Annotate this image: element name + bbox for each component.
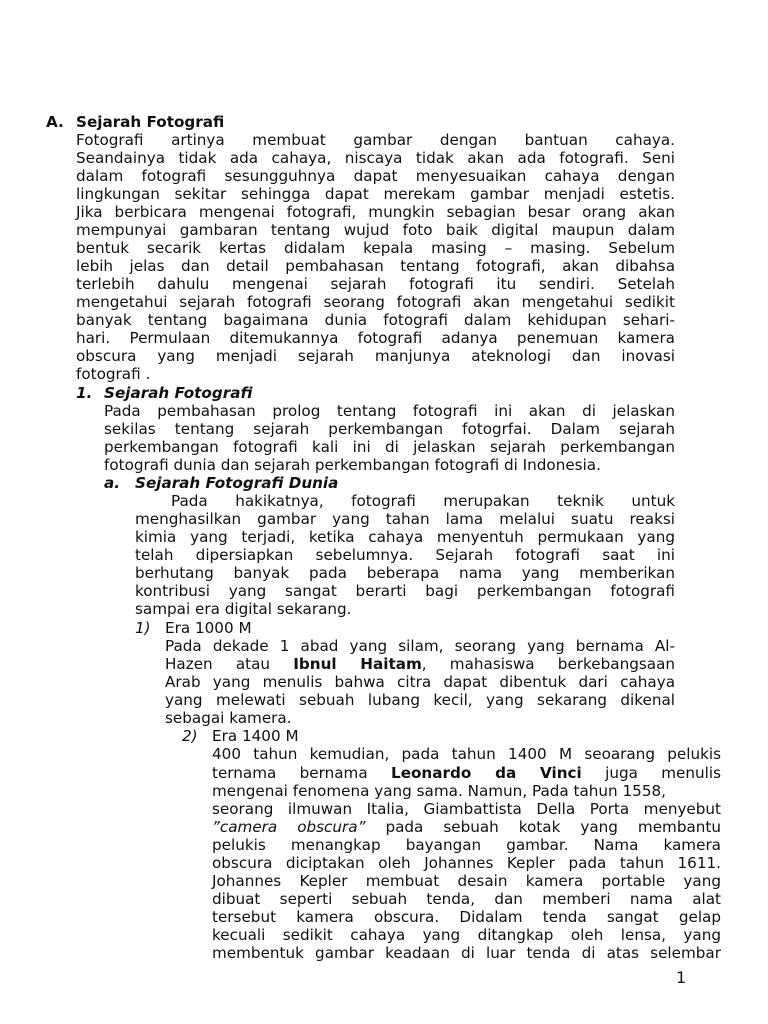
text-line: banyak tentang bagaimana dunia fotografi dalam kehidupan sehari-: [76, 311, 675, 329]
subheading-1-title: Sejarah Fotografi: [104, 384, 253, 402]
text-line: sekilas tentang sejarah perkembangan fotogrfai. Dalam sejarah: [104, 420, 675, 438]
text-line: mengenai fenomena yang sama. Namun, Pada tahun 1558,: [212, 782, 666, 800]
text-run: ternama bernama: [212, 764, 392, 782]
text-line: mengetahui sejarah fotografi seorang fotografi akan mengetahui sedikit: [76, 293, 675, 311]
subheading-a-marker: a.: [104, 474, 121, 492]
era-2-title: Era 1400 M: [212, 727, 299, 745]
text-line: Arab yang menulis bahwa citra dapat dibentuk dari cahaya: [165, 673, 675, 691]
era-1-marker: 1): [135, 619, 151, 637]
subheading-1-marker: 1.: [76, 384, 93, 402]
text-line: telah dipersiapkan sebelumnya. Sejarah fotografi saat ini: [135, 546, 675, 564]
text-line: tersebut kamera obscura. Didalam tenda sangat gelap: [212, 908, 721, 926]
text-line: menghasilkan gambar yang tahan lama melalui suatu reaksi: [135, 510, 675, 528]
text-line: [212, 818, 721, 836]
text-line: Fotografi artinya membuat gambar dengan bantuan cahaya.: [76, 131, 675, 149]
text-line: terlebih dahulu mengenai sejarah fotografi itu sendiri. Setelah: [76, 275, 675, 293]
text-line: mempunyai gambaran tentang wujud foto baik digital maupun dalam: [76, 221, 675, 239]
era-2-marker: 2): [182, 727, 198, 745]
text-run: , mahasiswa berkebangsaan: [421, 655, 675, 673]
text-line: hari. Permulaan ditemukannya fotografi adanya penemuan kamera: [76, 329, 675, 347]
text-line: lingkungan sekitar sehingga dapat merekam gambar menjadi estetis.: [76, 185, 675, 203]
text-line: fotografi dunia dan sejarah perkembangan fotografi di Indonesia.: [104, 456, 601, 474]
heading-marker: A.: [46, 113, 64, 131]
text-line: fotografi .: [76, 365, 151, 383]
text-line: perkembangan fotografi kali ini di jelaskan sejarah perkembangan: [104, 438, 675, 456]
heading-title: Sejarah Fotografi: [76, 113, 225, 131]
text-run: juga menulis: [581, 764, 721, 782]
text-line: kecuali sedikit cahaya yang ditangkap oleh lensa, yang: [212, 926, 721, 944]
text-line: [165, 655, 675, 673]
text-line: Pada dekade 1 abad yang silam, seorang yang bernama Al-: [165, 637, 675, 655]
text-line: pelukis menangkap bayangan gambar. Nama kamera: [212, 836, 721, 854]
name-ibnul-haitam: Ibnul Haitam: [293, 655, 422, 673]
text-line: obscura yang menjadi sejarah manjunya ateknologi dan inovasi: [76, 347, 675, 365]
text-line: bentuk secarik kertas didalam kepala masing – masing. Sebelum: [76, 239, 675, 257]
text-line: lebih jelas dan detail pembahasan tentang fotografi, akan dibahsa: [76, 257, 675, 275]
text-line: membentuk gambar keadaan di luar tenda di atas selembar: [212, 944, 721, 962]
text-line: Jika berbicara mengenai fotografi, mungkin sebagian besar orang akan: [76, 203, 675, 221]
text-line: Pada pembahasan prolog tentang fotografi ini akan di jelaskan: [104, 402, 675, 420]
text-line: yang melewati sebuah lubang kecil, yang sekarang dikenal: [165, 691, 675, 709]
text-line: kimia yang terjadi, ketika cahaya menyentuh permukaan yang: [135, 528, 675, 546]
era-1-title: Era 1000 M: [165, 619, 252, 637]
text-line: seorang ilmuwan Italia, Giambattista Della Porta menyebut: [212, 800, 721, 818]
subheading-a-title: Sejarah Fotografi Dunia: [135, 474, 339, 492]
text-line: [212, 764, 721, 782]
text-line: berhutang banyak pada beberapa nama yang memberikan: [135, 564, 675, 582]
text-line: Johannes Kepler membuat desain kamera portable yang: [212, 872, 721, 890]
text-line: 400 tahun kemudian, pada tahun 1400 M seoarang pelukis: [212, 745, 721, 763]
page-number: 1: [676, 968, 687, 987]
text-line: dibuat seperti sebuah tenda, dan memberi nama alat: [212, 890, 721, 908]
text-line: sampai era digital sekarang.: [135, 600, 352, 618]
text-run: pada sebuah kotak yang membantu: [365, 818, 721, 836]
text-line: kontribusi yang sangat berarti bagi perkembangan fotografi: [135, 582, 675, 600]
name-leonardo-da-vinci: Leonardo da Vinci: [391, 764, 582, 782]
text-line: Seandainya tidak ada cahaya, niscaya tidak akan ada fotografi. Seni: [76, 149, 675, 167]
text-line: dalam fotografi sesungguhnya dapat menyesuaikan cahaya dengan: [76, 167, 675, 185]
text-run: Hazen atau: [165, 655, 294, 673]
text-line: obscura diciptakan oleh Johannes Kepler pada tahun 1611.: [212, 854, 721, 872]
text-line: sebagai kamera.: [165, 709, 292, 727]
term-camera-obscura: ”camera obscura”: [212, 818, 366, 836]
text-line: Pada hakikatnya, fotografi merupakan teknik untuk: [171, 492, 675, 510]
